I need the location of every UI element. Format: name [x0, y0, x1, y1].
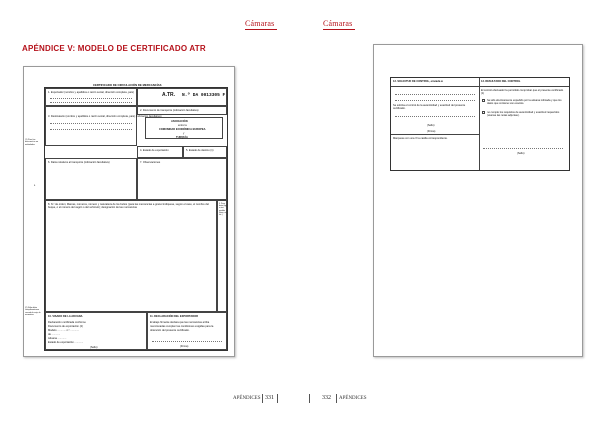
- field-line: [395, 94, 475, 95]
- column-divider: [479, 78, 480, 170]
- row-divider: [391, 134, 479, 135]
- box-transport-doc-label: 2. Documento de transporte (indicación facultativa): [140, 109, 199, 112]
- box-exporter-declaration-label: 11. DECLARACIÓN DEL EXPORTADOR: [150, 315, 199, 318]
- certificate-heading: CERTIFICADO DE CIRCULACIÓN DE MERCANCÍAS: [93, 83, 162, 87]
- box-exporter-declaration: [147, 312, 227, 350]
- box-association: [145, 117, 223, 139]
- certificate-reverse: [373, 44, 583, 357]
- logo-rule-right: [323, 29, 355, 30]
- box-goods-description: [45, 200, 217, 312]
- customs-line-5: Aduana ............: [48, 337, 67, 340]
- box-customs-endorsement: [45, 312, 147, 350]
- box-atr: [137, 88, 227, 106]
- box-consignee: [45, 106, 162, 146]
- customs-stamp-label: (Sello): [90, 346, 98, 349]
- box-export-state-label: 4. Estado de exportación: [140, 149, 169, 152]
- signature-label: (Firma): [180, 345, 189, 348]
- certificate-form: [44, 83, 228, 351]
- box-export-state: [137, 146, 183, 158]
- box-transport-details: [45, 158, 137, 200]
- customs-line-1: Declaración certificada conforme: [48, 321, 86, 324]
- box-transport-doc: [137, 106, 227, 115]
- control-result-text: El control efectuado ha permitido comprobar que el presente certificado (1): [481, 89, 564, 95]
- side-note-1: (1) Para las mercancías no embaladas: [25, 139, 39, 146]
- assoc-line-4: y: [183, 132, 185, 135]
- field-line: [483, 148, 563, 149]
- result-option-not-authentic: no cumple los requisitos de autenticidad y exactitud requeridos (véanse las notas adjuntas).: [487, 111, 560, 117]
- page-number-left: 331: [265, 395, 274, 401]
- box-gross-weight-label: 9. Peso bruto (kg) u otra medida (litros, m³, etc.): [219, 203, 227, 217]
- box-exporter-label: 1. Exportador (nombre y apellidos o razón social, dirección completa, país): [48, 91, 134, 94]
- declaration-line-1: El abajo firmante declara que las mercancías arriba: [150, 321, 210, 324]
- logo-text: Cámaras: [245, 19, 275, 28]
- field-line: [50, 98, 132, 99]
- declaration-line-3: obtención del presente certificado.: [150, 329, 190, 332]
- request-signature-label: (Firma): [427, 130, 436, 133]
- box-remarks-label: 7. Observaciones: [140, 161, 161, 164]
- box-transport-details-label: 6. Datos relativos al transporte (indicación facultativa): [48, 161, 110, 164]
- result-option-authentic: ha sido efectivamente expedido por la aduana indicada y que los datos que contiene son exactos.: [487, 99, 562, 105]
- assoc-line-5: TURQUÍA: [176, 136, 188, 139]
- page-number-right: 332: [322, 395, 331, 401]
- signature-line: [152, 341, 222, 342]
- side-note-2: (2) Sólo debe cumplimentarse cuando lo exija la normativa: [25, 307, 41, 317]
- result-stamp-label: (Sello): [517, 152, 525, 155]
- serial-number: N.º DA 0013305 F: [182, 93, 226, 98]
- customs-line-6: Estado de exportación ............: [48, 341, 84, 344]
- camaras-logo-right: [323, 19, 352, 28]
- certificate-front: [23, 66, 235, 357]
- declaration-line-2: mencionadas cumplen las condiciones exigidas para la: [150, 325, 214, 328]
- result-checkbox-authentic[interactable]: [482, 99, 485, 102]
- row-divider: [391, 86, 569, 87]
- request-stamp-label: (Sello): [427, 124, 435, 127]
- field-line: [50, 102, 132, 103]
- reverse-note: Márquese con una X la casilla correspondiente.: [393, 137, 448, 140]
- customs-line-4: de ............: [48, 333, 61, 336]
- footer-divider: [277, 394, 278, 403]
- page-title: APÉNDICE V: MODELO DE CERTIFICADO ATR: [22, 44, 206, 53]
- field-line: [395, 100, 475, 101]
- logo-text: Cámaras: [323, 19, 353, 28]
- field-line: [395, 116, 475, 117]
- customs-line-3: Modelo ............ n.º ............: [48, 329, 80, 332]
- footer-right-label: APÉNDICES: [339, 396, 367, 401]
- box-remarks: [137, 158, 227, 200]
- control-request-text: Se solicita el control de la autenticidad y exactitud del presente certificado.: [393, 104, 466, 110]
- assoc-line-1: ASOCIACIÓN: [171, 120, 188, 123]
- box-customs-endorsement-label: 10. VISADO DE LA ADUANA: [48, 315, 83, 318]
- box-destination-state-label: 5. Estado de destino (1): [186, 149, 214, 152]
- field-line: [50, 129, 132, 130]
- logo-rule-left: [245, 29, 277, 30]
- reverse-form: [390, 77, 570, 171]
- box-control-result-label: 13. RESULTADO DEL CONTROL: [481, 80, 521, 83]
- result-checkbox-not-authentic[interactable]: [482, 111, 485, 114]
- box-destination-state: [183, 146, 227, 158]
- box-exporter: [45, 88, 137, 106]
- customs-line-2: Documento de exportación (2): [48, 325, 83, 328]
- footer-divider: [309, 394, 310, 403]
- box-goods-description-label: 8. N.º de orden; Marcas, números, número y naturaleza de los bultos (para las mercancías a granel indíquese, según el caso, el nombre del buque, o el número del vagón o del vehículo); designación de las mercancías: [48, 203, 209, 209]
- camaras-logo-left: [245, 19, 274, 28]
- side-note-box8: 8.: [34, 185, 36, 187]
- footer-divider: [262, 394, 263, 403]
- field-line: [50, 123, 132, 124]
- box-control-request-label: 12. SOLICITUD DE CONTROL, enviada a:: [393, 80, 444, 83]
- box-consignee-label: 3. Destinatario (nombre y apellidos o razón social, dirección completa, país) (indicación facultativa): [48, 115, 162, 118]
- assoc-line-2: entre la: [178, 124, 187, 127]
- box-gross-weight: [217, 200, 227, 312]
- assoc-line-3: COMUNIDAD ECONÓMICA EUROPEA: [159, 128, 206, 131]
- footer-left-label: APÉNDICES: [233, 396, 261, 401]
- atr-label: A.TR.: [162, 92, 176, 98]
- footer-divider: [336, 394, 337, 403]
